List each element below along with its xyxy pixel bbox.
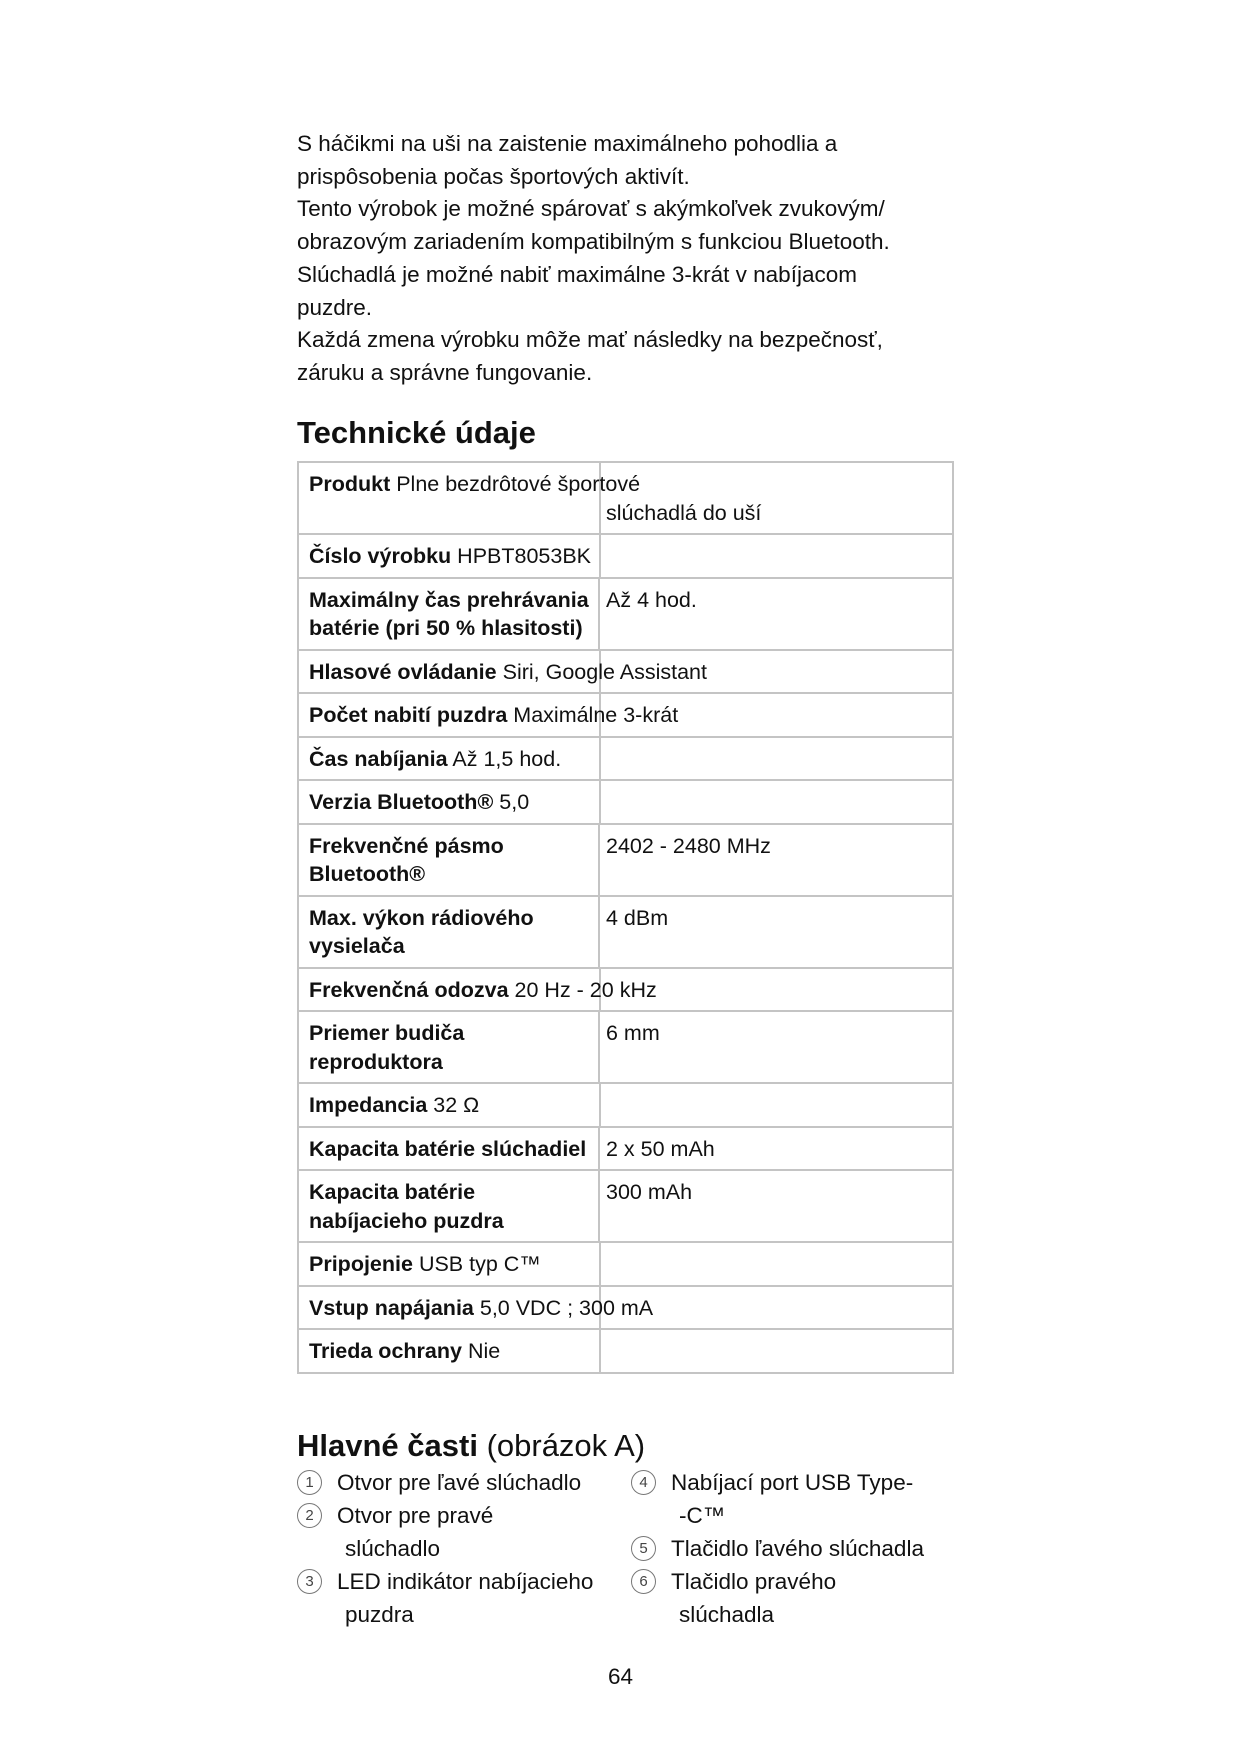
tech-heading: Technické údaje — [297, 415, 536, 450]
spec-value: 2402 - 2480 MHz — [599, 824, 953, 896]
spec-value: 5,0 VDC ; 300 mA — [479, 1295, 654, 1320]
spec-value: 32 Ω — [433, 1093, 480, 1117]
spec-value: 4 dBm — [599, 896, 953, 968]
spec-key: Kapacita batérie slúchadiel — [309, 1136, 587, 1161]
spec-value: Až 1,5 hod. — [452, 746, 562, 771]
spec-cell — [298, 693, 953, 737]
parts-heading-bold: Hlavné časti — [297, 1428, 478, 1463]
list-item — [631, 1532, 961, 1565]
spec-key: Pripojenie — [309, 1252, 413, 1276]
table-row — [298, 1242, 953, 1286]
spec-key-cell — [298, 1170, 599, 1242]
spec-key-cell — [298, 578, 599, 650]
spec-key: Produkt — [309, 472, 391, 496]
spec-value: 2 x 50 mAh — [599, 1127, 953, 1171]
parts-list-right — [631, 1466, 961, 1631]
spec-value: Plne bezdrôtové športové — [396, 472, 641, 496]
intro-line: prispôsobenia počas športových aktivít. — [297, 163, 690, 189]
spec-key: Vstup napájania — [309, 1295, 474, 1320]
part-label: LED indikátor nabíjacieho — [337, 1569, 594, 1594]
intro-line: obrazovým zariadením kompatibilným s funkciou Bluetooth. — [297, 229, 890, 255]
intro-line: S háčikmi na uši na zaistenie maximálneho pohodlia a — [297, 131, 838, 156]
spec-value: USB typ C™ — [418, 1252, 541, 1276]
spec-key-cell — [298, 824, 599, 896]
spec-value: 5,0 — [499, 790, 530, 814]
spec-key: Max. výkon rádiového vysielača — [309, 905, 534, 958]
spec-key: Počet nabití puzdra — [309, 703, 508, 727]
part-label: Tlačidlo ľavého slúchadla — [671, 1536, 924, 1561]
spec-key-cell — [298, 1011, 599, 1083]
intro-line: Každá zmena výrobku môže mať následky na bezpečnosť, — [297, 327, 883, 353]
number-6-circle-icon: 6 — [631, 1569, 656, 1594]
spec-key: Verzia Bluetooth® — [309, 790, 494, 814]
spec-cell — [298, 968, 953, 1012]
parts-heading-rest: (obrázok A) — [486, 1428, 646, 1463]
table-row — [298, 1083, 953, 1127]
spec-key: Kapacita batérie nabíjacieho puzdra — [309, 1180, 504, 1233]
number-1-circle-icon: 1 — [297, 1470, 322, 1495]
list-item — [297, 1565, 617, 1631]
spec-key: Impedancia — [309, 1093, 428, 1117]
list-item — [631, 1466, 961, 1532]
intro-line: Tento výrobok je možné spárovať s akýmkoľvek zvukovým/ — [297, 196, 885, 222]
intro-text — [297, 128, 957, 390]
table-row — [298, 650, 953, 694]
part-label-cont: slúchadla — [679, 1602, 775, 1627]
table-row — [298, 737, 953, 781]
spec-cell — [298, 534, 953, 578]
table-row — [298, 1011, 953, 1083]
table-row — [298, 896, 953, 968]
table-row — [298, 534, 953, 578]
spec-cell — [298, 462, 953, 534]
spec-cell — [298, 1329, 953, 1373]
spec-value: Nie — [467, 1339, 501, 1363]
spec-key: Trieda ochrany — [309, 1339, 462, 1363]
spec-cell — [298, 650, 953, 694]
list-item — [297, 1499, 617, 1565]
intro-line: Slúchadlá je možné nabiť maximálne 3-krát v nabíjacom — [297, 261, 857, 287]
part-label: Nabíjací port USB Type- — [671, 1470, 914, 1495]
part-label-cont: -C™ — [679, 1503, 726, 1528]
number-5-circle-icon: 5 — [631, 1536, 656, 1561]
intro-line: záruku a správne fungovanie. — [297, 359, 593, 385]
spec-key: Frekvenčná odozva — [309, 977, 509, 1002]
spec-key: Číslo výrobku — [309, 544, 452, 568]
spec-key-cell — [298, 1127, 599, 1171]
spec-key: Hlasové ovládanie — [309, 659, 497, 684]
spec-cell — [298, 780, 953, 824]
table-row — [298, 1286, 953, 1330]
table-row — [298, 578, 953, 650]
list-item — [631, 1565, 961, 1631]
spec-key: Maximálny čas prehrávania batérie (pri 50 % hlasitosti) — [309, 587, 589, 640]
number-2-circle-icon: 2 — [297, 1503, 322, 1528]
part-label-cont: slúchadlo — [345, 1536, 441, 1561]
spec-key-cell — [298, 896, 599, 968]
spec-table — [297, 461, 954, 1374]
part-label-cont: puzdra — [345, 1602, 414, 1627]
table-row — [298, 462, 953, 534]
page-number: 64 — [607, 1664, 634, 1689]
table-row — [298, 693, 953, 737]
spec-cell — [298, 737, 953, 781]
spec-value: Maximálne 3-krát — [513, 703, 679, 727]
part-label: Tlačidlo pravého — [671, 1569, 837, 1594]
table-row — [298, 1329, 953, 1373]
spec-cell — [298, 1083, 953, 1127]
number-4-circle-icon: 4 — [631, 1470, 656, 1495]
spec-value: Až 4 hod. — [599, 578, 953, 650]
part-label: Otvor pre pravé — [337, 1503, 494, 1528]
table-row — [298, 968, 953, 1012]
table-row — [298, 824, 953, 896]
spec-value: 300 mAh — [599, 1170, 953, 1242]
number-3-circle-icon: 3 — [297, 1569, 322, 1594]
spec-value: Siri, Google Assistant — [502, 659, 707, 684]
table-row — [298, 780, 953, 824]
part-label: Otvor pre ľavé slúchadlo — [337, 1470, 582, 1495]
spec-key: Čas nabíjania — [309, 746, 448, 771]
list-item — [297, 1466, 617, 1499]
parts-list-left — [297, 1466, 617, 1631]
table-row — [298, 1127, 953, 1171]
spec-value-cont: slúchadlá do uší — [606, 500, 762, 525]
intro-line: puzdre. — [297, 294, 373, 320]
spec-cell — [298, 1242, 953, 1286]
spec-value: 6 mm — [599, 1011, 953, 1083]
table-row — [298, 1170, 953, 1242]
parts-heading — [297, 1426, 645, 1466]
spec-key: Frekvenčné pásmo Bluetooth® — [309, 833, 504, 886]
spec-cell — [298, 1286, 953, 1330]
spec-key: Priemer budiča reproduktora — [309, 1021, 465, 1074]
spec-value: 20 Hz - 20 kHz — [514, 977, 657, 1002]
spec-value: HPBT8053BK — [457, 544, 592, 568]
